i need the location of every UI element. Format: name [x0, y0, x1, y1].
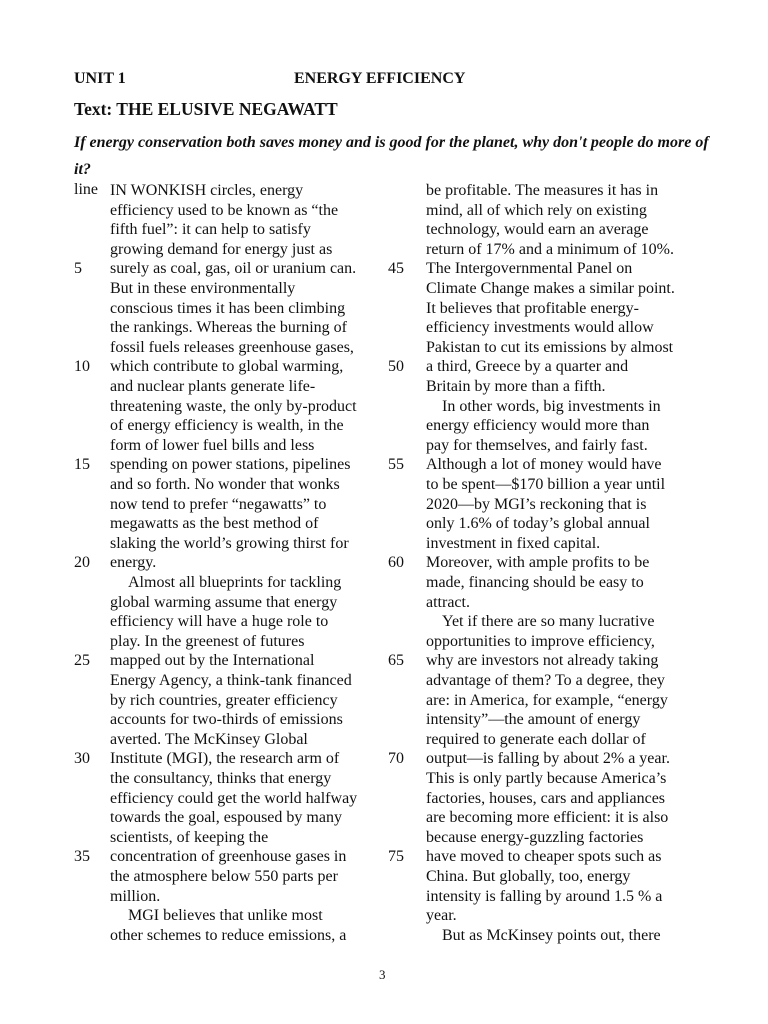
text-line: other schemes to reduce emissions, a — [110, 926, 347, 944]
text-line: are becoming more efficient: it is also — [426, 809, 669, 827]
text-line: IN WONKISH circles, energy — [110, 182, 304, 199]
text-line: play. In the greenest of futures — [110, 632, 305, 650]
text-line: This is only partly because America’s — [426, 770, 667, 787]
text-line: threatening waste, the only by-product — [110, 397, 357, 415]
text-line: 2020—by MGI’s reckoning that is — [426, 495, 647, 513]
text-line: attract. — [426, 593, 470, 611]
line-number: 25 — [74, 652, 90, 670]
text-line: and nuclear plants generate life- — [110, 378, 316, 395]
text-line: averted. The McKinsey Global — [110, 730, 308, 748]
text-line: accounts for two-thirds of emissions — [110, 711, 343, 729]
text-line: Moreover, with ample profits to be — [426, 554, 650, 572]
text-line: global warming assume that energy — [110, 593, 338, 611]
text-line: why are investors not already taking — [426, 652, 659, 670]
text-line: mind, all of which rely on existing — [426, 201, 647, 219]
line-number: 75 — [388, 848, 404, 866]
line-number: 65 — [388, 652, 404, 670]
text-line: In other words, big investments in — [442, 397, 661, 415]
text-line: which contribute to global warming, — [110, 358, 344, 376]
line-label: line — [74, 181, 98, 198]
text-line: because energy-guzzling factories — [426, 828, 644, 846]
text-line: surely as coal, gas, oil or uranium can. — [110, 260, 357, 278]
line-number: 55 — [388, 456, 404, 474]
text-line: the rankings. Whereas the burning of — [110, 319, 347, 337]
text-line: be profitable. The measures it has in — [426, 182, 659, 199]
text-line: advantage of them? To a degree, they — [426, 672, 665, 689]
text-line: energy. — [110, 554, 157, 572]
text-line: are: in America, for example, “energy — [426, 691, 668, 709]
line-number: 30 — [74, 750, 90, 768]
text-line: Institute (MGI), the research arm of — [110, 750, 340, 768]
text-line: technology, would earn an average — [426, 221, 649, 239]
text-line: the atmosphere below 550 parts per — [110, 868, 338, 885]
text-line: efficiency could get the world halfway — [110, 789, 358, 807]
text-line: Pakistan to cut its emissions by almost — [426, 338, 674, 356]
text-line: But in these environmentally — [110, 280, 296, 297]
text-line: But as McKinsey points out, there — [442, 926, 661, 944]
text-line: opportunities to improve efficiency, — [426, 632, 655, 650]
text-line: fifth fuel”: it can help to satisfy — [110, 221, 311, 239]
line-number: 10 — [74, 358, 90, 376]
line-number: 5 — [74, 260, 82, 278]
unit-title: ENERGY EFFICIENCY — [294, 70, 466, 87]
text-line: million. — [110, 887, 161, 905]
text-line: only 1.6% of today’s global annual — [426, 515, 650, 533]
text-line: China. But globally, too, energy — [426, 868, 631, 885]
line-number: 45 — [388, 260, 404, 278]
text-line: MGI believes that unlike most — [128, 907, 323, 925]
text-line: Yet if there are so many lucrative — [442, 613, 655, 631]
line-number: 60 — [388, 554, 404, 572]
text-line: a third, Greece by a quarter and — [426, 358, 629, 376]
text-line: and so forth. No wonder that wonks — [110, 476, 340, 493]
line-number: 15 — [74, 456, 90, 474]
text-line: of energy efficiency is wealth, in the — [110, 417, 344, 435]
text-line: Although a lot of money would have — [426, 456, 662, 474]
text-line: energy efficiency would more than — [426, 417, 650, 435]
page-number: 3 — [379, 967, 386, 982]
text-line: Britain by more than a fifth. — [426, 378, 606, 395]
unit-label: UNIT 1 — [74, 70, 126, 87]
text-line: mapped out by the International — [110, 652, 315, 670]
text-line: megawatts as the best method of — [110, 515, 319, 533]
line-number: 50 — [388, 358, 404, 376]
text-line: conscious times it has been climbing — [110, 299, 346, 317]
text-line: the consultancy, thinks that energy — [110, 770, 332, 787]
text-line: have moved to cheaper spots such as — [426, 848, 662, 866]
text-line: year. — [426, 907, 457, 925]
lead-question: If energy conservation both saves money and is good for the planet, why don't people do more of it? — [74, 134, 709, 178]
text-line: intensity”—the amount of energy — [426, 711, 641, 729]
text-line: investment in fixed capital. — [426, 534, 601, 552]
text-line: return of 17% and a minimum of 10%. — [426, 240, 674, 258]
text-line: form of lower fuel bills and less — [110, 436, 315, 454]
text-line: required to generate each dollar of — [426, 730, 646, 748]
text-line: by rich countries, greater efficiency — [110, 691, 338, 709]
text-line: efficiency used to be known as “the — [110, 201, 339, 219]
text-line: Climate Change makes a similar point. — [426, 280, 675, 297]
text-line: efficiency will have a huge role to — [110, 613, 329, 631]
text-line: scientists, of keeping the — [110, 828, 269, 846]
text-line: to be spent—$170 billion a year until — [426, 476, 666, 493]
text-line: concentration of greenhouse gases in — [110, 848, 347, 866]
text-line: Almost all blueprints for tackling — [128, 574, 342, 591]
text-line: efficiency investments would allow — [426, 319, 654, 337]
text-line: pay for themselves, and fairly fast. — [426, 436, 648, 454]
text-title: Text: THE ELUSIVE NEGAWATT — [74, 99, 338, 119]
text-line: factories, houses, cars and appliances — [426, 789, 666, 807]
line-number: 35 — [74, 848, 90, 866]
text-line: slaking the world’s growing thirst for — [110, 534, 349, 552]
text-line: The Intergovernmental Panel on — [426, 260, 633, 278]
text-line: made, financing should be easy to — [426, 574, 644, 591]
text-line: growing demand for energy just as — [110, 240, 333, 258]
text-line: Energy Agency, a think-tank financed — [110, 672, 352, 689]
text-line: intensity is falling by around 1.5 % a — [426, 887, 663, 905]
text-line: It believes that profitable energy- — [426, 299, 639, 317]
text-line: towards the goal, espoused by many — [110, 809, 342, 827]
text-line: spending on power stations, pipelines — [110, 456, 351, 474]
text-line: output—is falling by about 2% a year. — [426, 750, 670, 768]
line-number: 70 — [388, 750, 404, 768]
line-number: 20 — [74, 554, 90, 572]
text-line: fossil fuels releases greenhouse gases, — [110, 338, 354, 356]
text-line: now tend to prefer “negawatts” to — [110, 495, 327, 513]
